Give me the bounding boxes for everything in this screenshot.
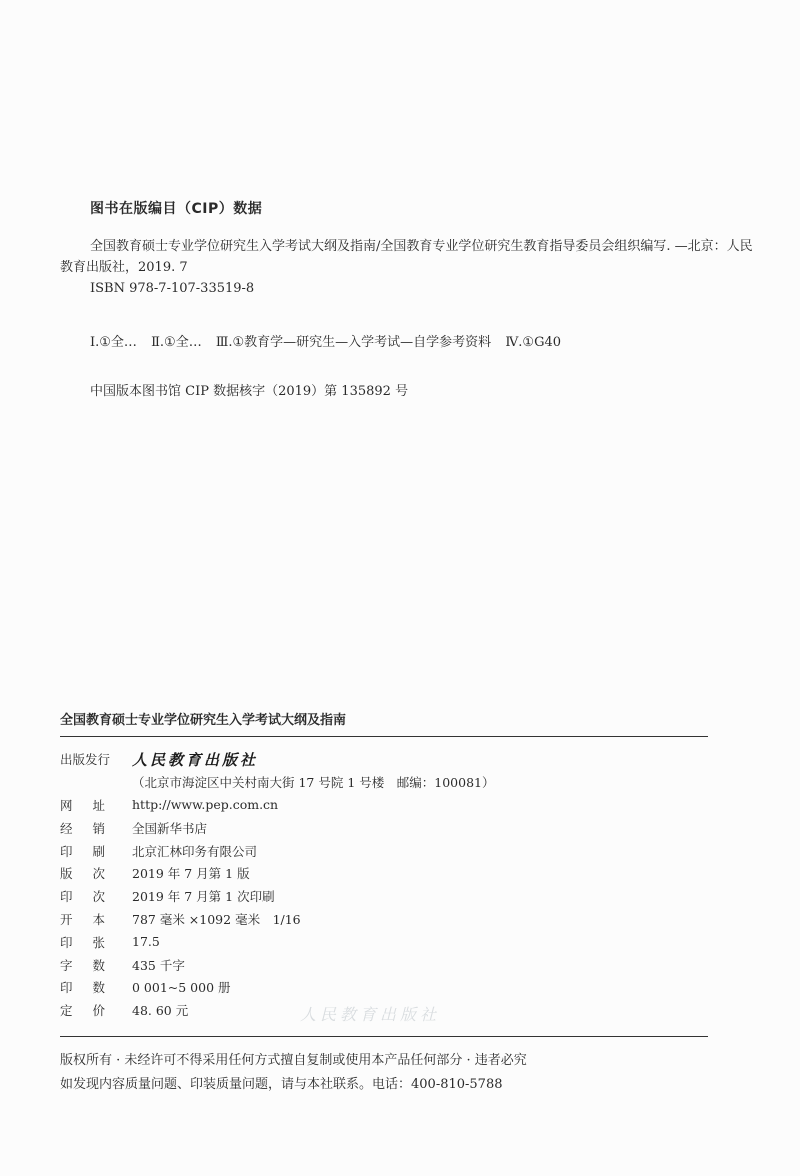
cip-isbn: ISBN 978-7-107-33519-8 xyxy=(90,281,255,296)
info-label: 经 销 xyxy=(60,820,105,836)
cip-class-2: Ⅱ.①全… xyxy=(151,335,202,350)
info-label: 定 价 xyxy=(60,1003,105,1019)
info-row-format xyxy=(60,908,720,931)
info-label: 网 址 xyxy=(60,797,105,813)
cip-main-entry: 全国教育硕士专业学位研究生入学考试大纲及指南/全国教育专业学位研究生教育指导委员会组织编写. —北京：人民教育出版社，2019. 7 xyxy=(60,239,753,275)
faded-stamp-watermark: 人民教育出版社 xyxy=(300,1005,441,1024)
bottom-divider xyxy=(60,1036,708,1037)
cip-title: 图书在版编目（CIP）数据 xyxy=(90,201,263,217)
info-label: 版 次 xyxy=(60,866,105,882)
info-row-publisher xyxy=(60,748,720,771)
info-row-print-run xyxy=(60,976,720,999)
info-value: 2019 年 7 月第 1 次印刷 xyxy=(132,889,275,905)
info-value: 北京汇林印务有限公司 xyxy=(132,843,258,859)
info-value: 435 千字 xyxy=(132,957,185,973)
book-title: 全国教育硕士专业学位研究生入学考试大纲及指南 xyxy=(60,713,347,728)
info-row-wordcount xyxy=(60,953,720,976)
info-value: 全国新华书店 xyxy=(132,820,208,836)
info-label: 印 张 xyxy=(60,934,105,950)
info-row-address xyxy=(60,771,720,794)
info-value: 48. 60 元 xyxy=(132,1003,189,1019)
info-row-printing xyxy=(60,885,720,908)
info-row-sheets xyxy=(60,930,720,953)
info-label: 开 本 xyxy=(60,911,105,927)
info-label: 印 次 xyxy=(60,889,105,905)
info-value: 2019 年 7 月第 1 版 xyxy=(132,866,250,882)
cip-record xyxy=(60,236,760,299)
cip-class-4: Ⅳ.①G40 xyxy=(505,335,562,350)
info-label: 印 数 xyxy=(60,980,105,996)
info-row-website xyxy=(60,794,720,817)
cip-check-number: 中国版本图书馆 CIP 数据核字（2019）第 135892 号 xyxy=(90,384,409,399)
info-row-printer xyxy=(60,839,720,862)
contact-notice: 如发现内容质量问题、印装质量问题，请与本社联系。电话：400-810-5788 xyxy=(60,1077,503,1092)
publisher-label: 出版发行 xyxy=(60,752,111,768)
copyright-notice: 版权所有 · 未经许可不得采用任何方式擅自复制或使用本产品任何部分 · 违者必究 xyxy=(60,1053,527,1068)
info-value: 0 001~5 000 册 xyxy=(132,980,231,996)
cip-classification xyxy=(90,331,571,350)
info-label: 字 数 xyxy=(60,957,105,973)
info-value: 17.5 xyxy=(132,934,160,950)
info-label: 印 刷 xyxy=(60,843,105,859)
website-link[interactable]: http://www.pep.com.cn xyxy=(132,797,279,813)
publication-info xyxy=(60,748,720,1022)
cip-class-1: Ⅰ.①全… xyxy=(90,335,137,350)
top-divider xyxy=(60,736,708,737)
info-value: 787 毫米 ×1092 毫米 1/16 xyxy=(132,911,301,927)
publisher-signature: 人民教育出版社 xyxy=(132,750,259,769)
publisher-address: （北京市海淀区中关村南大街 17 号院 1 号楼 邮编：100081） xyxy=(132,775,495,791)
info-row-distributor xyxy=(60,816,720,839)
cip-class-3: Ⅲ.①教育学—研究生—入学考试—自学参考资料 xyxy=(215,335,492,350)
info-row-edition xyxy=(60,862,720,885)
